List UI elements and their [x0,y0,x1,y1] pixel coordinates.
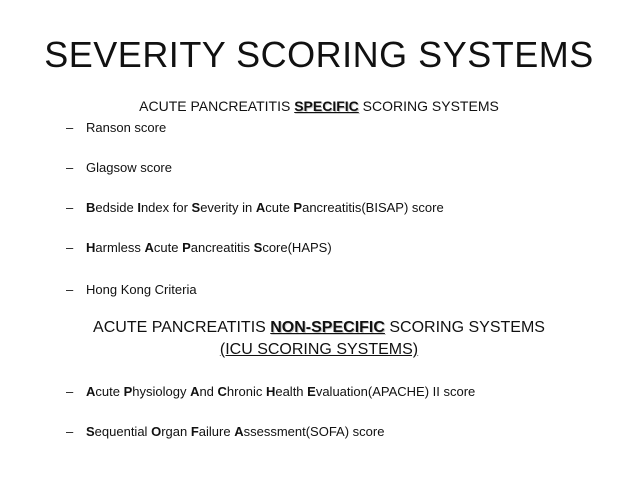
bullet-dash: – [66,384,74,399]
list-item [66,282,197,298]
bullet-text-initial: P [182,240,191,255]
bullet-text-part: ailure [198,424,235,439]
bullet-text-initial: A [86,384,96,399]
bullet-text-part: Ranson score [86,120,167,135]
bullet-text-part: ancreatitis [190,240,254,255]
bullet-text-initial: A [144,240,154,255]
list-item [66,200,444,216]
bullet-dash: – [66,160,74,175]
bullet-dash: – [66,120,74,135]
bullet-text-part: edside [95,200,138,215]
bullet-text-initial: E [307,384,316,399]
bullet-text-initial: H [86,240,96,255]
bullet-dash: – [66,282,74,297]
list-item [66,160,172,176]
bullet-dash: – [66,200,74,215]
nonspecific-heading-highlight: NON-SPECIFIC [270,319,385,336]
nonspecific-heading [0,317,638,361]
bullet-text-initial: I [137,200,141,215]
bullet-text [86,160,172,175]
bullet-text-part: armless [95,240,145,255]
bullet-text-initial: S [253,240,263,255]
nonspecific-heading-suffix: SCORING SYSTEMS [384,319,545,336]
bullet-text-initial: A [190,384,200,399]
bullet-text-initial: B [86,200,96,215]
bullet-text-initial: O [151,424,162,439]
bullet-text-part: hronic [226,384,266,399]
bullet-text-part: ndex for [140,200,192,215]
bullet-text-part: everity in [200,200,256,215]
bullet-text [86,200,444,215]
bullet-text-part: ssessment(SOFA) score [243,424,385,439]
bullet-text-part: hysiology [132,384,191,399]
nonspecific-heading-prefix: ACUTE PANCREATITIS [93,319,271,336]
bullet-text [86,282,197,297]
bullet-text-part: valuation(APACHE) II score [315,384,476,399]
bullet-dash: – [66,240,74,255]
specific-heading-prefix: ACUTE PANCREATITIS [139,98,295,114]
bullet-text-part: ealth [275,384,308,399]
bullet-text-initial: P [123,384,133,399]
bullet-text-initial: S [86,424,95,439]
bullet-text-part: cute [153,240,183,255]
bullet-text [86,384,475,399]
bullet-text-part: nd [199,384,218,399]
list-item [66,384,475,400]
specific-heading-suffix: SCORING SYSTEMS [358,98,499,114]
bullet-text [86,424,384,439]
bullet-text-part: core(HAPS) [262,240,332,255]
bullet-text-initial: A [255,200,266,215]
bullet-text [86,120,166,135]
bullet-text-part: cute [265,200,294,215]
bullet-text-initial: A [234,424,244,439]
bullet-text-part: rgan [161,424,191,439]
bullet-text-part: equential [94,424,152,439]
slide-title: SEVERITY SCORING SYSTEMS [44,34,594,75]
bullet-text-initial: H [265,384,276,399]
specific-heading [0,95,638,117]
nonspecific-heading-line2: (ICU SCORING SYSTEMS) [219,341,419,358]
bullet-text-part: Hong Kong Criteria [86,282,197,297]
bullet-text-initial: S [191,200,201,215]
bullet-text-part: cute [95,384,124,399]
bullet-text-initial: C [217,384,227,399]
bullet-text-part: ancreatitis(BISAP) score [302,200,444,215]
bullet-text [86,240,332,255]
list-item [66,120,166,136]
bullet-text-part: Glagsow score [86,160,172,175]
list-item [66,424,384,440]
list-item [66,240,332,256]
bullet-text-initial: P [293,200,303,215]
bullet-text-initial: F [190,424,199,439]
bullet-dash: – [66,424,74,439]
specific-heading-highlight: SPECIFIC [294,98,359,114]
